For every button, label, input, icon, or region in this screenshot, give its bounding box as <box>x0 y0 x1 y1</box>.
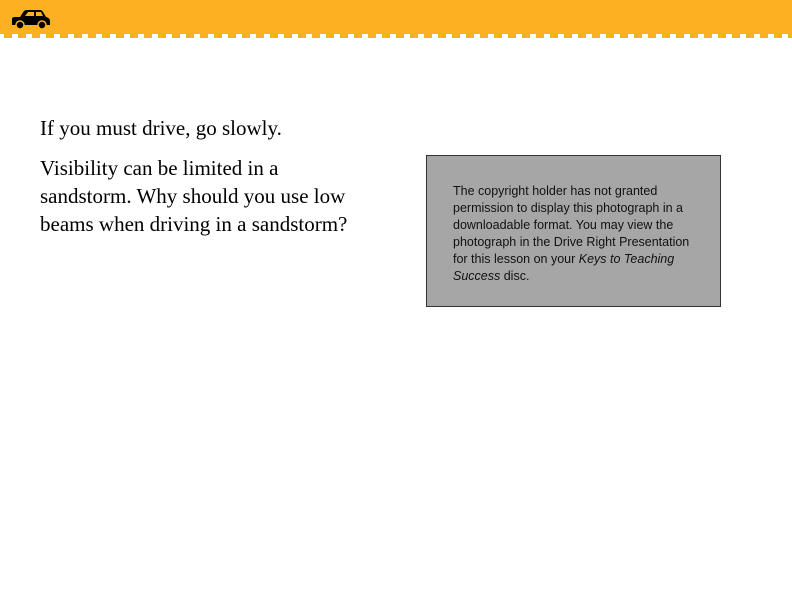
banner-dash <box>522 34 530 38</box>
banner-dash <box>368 34 376 38</box>
banner-dash <box>130 34 138 38</box>
banner-dash <box>578 34 586 38</box>
copyright-notice <box>453 183 703 285</box>
banner-dash <box>18 34 26 38</box>
banner-dash <box>60 34 68 38</box>
banner-dash <box>452 34 460 38</box>
banner-dash <box>508 34 516 38</box>
banner-dash <box>424 34 432 38</box>
banner-dash <box>256 34 264 38</box>
banner-dash <box>592 34 600 38</box>
banner-graphic <box>0 0 792 40</box>
banner-dash <box>298 34 306 38</box>
banner-dash <box>410 34 418 38</box>
banner-dash <box>746 34 754 38</box>
banner-dash <box>718 34 726 38</box>
banner-dash <box>606 34 614 38</box>
banner-dash <box>550 34 558 38</box>
banner-dash <box>466 34 474 38</box>
banner-dash <box>564 34 572 38</box>
banner-dash <box>214 34 222 38</box>
banner-dash <box>620 34 628 38</box>
banner-dash <box>648 34 656 38</box>
slide-question: Visibility can be limited in a sandstorm. Why should you use low beams when driving in a sandstorm? <box>40 156 348 236</box>
banner-dash <box>438 34 446 38</box>
photo-placeholder <box>426 155 721 307</box>
top-banner <box>0 0 792 40</box>
banner-dash <box>74 34 82 38</box>
banner-dash <box>144 34 152 38</box>
banner-dash <box>704 34 712 38</box>
banner-dash <box>354 34 362 38</box>
banner-dash <box>4 34 12 38</box>
banner-dash <box>662 34 670 38</box>
banner-dash <box>200 34 208 38</box>
banner-dash <box>228 34 236 38</box>
banner-dash <box>172 34 180 38</box>
banner-dash <box>774 34 782 38</box>
copyright-notice-title: Keys to Teaching Success <box>453 252 675 283</box>
banner-dash <box>312 34 320 38</box>
banner-dash <box>340 34 348 38</box>
banner-dash <box>116 34 124 38</box>
banner-dash <box>242 34 250 38</box>
banner-dash <box>326 34 334 38</box>
banner-dash <box>788 34 792 38</box>
copyright-notice-end: disc. <box>500 269 530 283</box>
banner-dash <box>88 34 96 38</box>
banner-dash <box>494 34 502 38</box>
banner-dash <box>284 34 292 38</box>
banner-dash <box>46 34 54 38</box>
banner-dash <box>732 34 740 38</box>
banner-dash <box>32 34 40 38</box>
banner-dash <box>676 34 684 38</box>
banner-dash <box>690 34 698 38</box>
banner-dash <box>396 34 404 38</box>
banner-dash <box>536 34 544 38</box>
slide-content <box>40 114 370 250</box>
banner-dash <box>382 34 390 38</box>
banner-dash <box>760 34 768 38</box>
banner-dash <box>158 34 166 38</box>
car-icon <box>10 8 52 30</box>
banner-dash <box>102 34 110 38</box>
copyright-notice-text: The copyright holder has not granted permission to display this photograph in a downloadable format. You may view the photograph in the Drive Right Presentation for this lesson on your <box>453 184 690 266</box>
banner-dash <box>186 34 194 38</box>
banner-dash <box>634 34 642 38</box>
slide-heading: If you must drive, go slowly. <box>40 116 282 140</box>
banner-dash <box>480 34 488 38</box>
banner-dash <box>270 34 278 38</box>
